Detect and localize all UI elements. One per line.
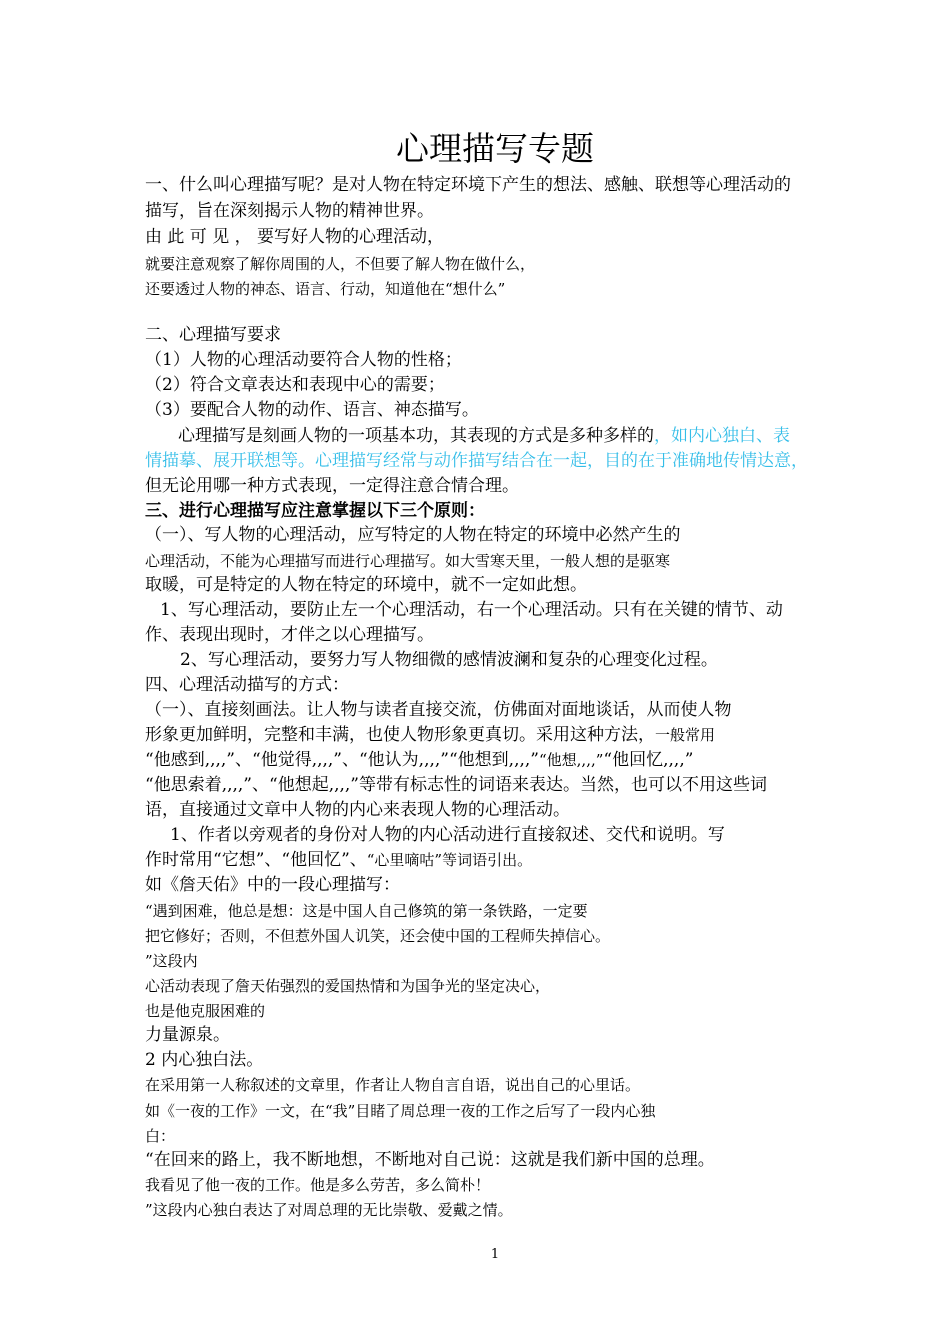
document-title: 心理描写专题	[396, 129, 594, 168]
quote-line: “在回来的路上，我不断地想，不断地对自己说：这就是我们新中国的总理。	[145, 1150, 715, 1170]
paragraph-line	[145, 749, 693, 771]
list-item: （1）人物的心理活动要符合人物的性格；	[145, 350, 462, 370]
text-line: 1、作者以旁观者的身份对人物的内心活动进行直接叙述、交代和说明。写	[170, 825, 725, 845]
text-line: ”这段内心独白表达了对周总理的无比崇敬、爱戴之情。	[145, 1201, 513, 1219]
text-line: 一、什么叫心理描写呢？是对人物在特定环境下产生的想法、感触、联想等心理活动的	[145, 175, 791, 195]
text-line: 也是他克服困难的	[145, 1002, 266, 1020]
text-line: 力量源泉。	[145, 1025, 230, 1045]
text-line: “他思索着,,,,”、“他想起,,,,”等带有标志性的词语来表达。当然，也可以不用这些词	[145, 775, 767, 795]
quote-line: “遇到困难，他总是想：这是中国人自己修筑的第一条铁路，一定要	[145, 902, 588, 920]
section-heading: 三、进行心理描写应注意掌握以下三个原则：	[145, 501, 485, 521]
plain-text: “他回忆,,,,”	[603, 750, 694, 770]
list-item: （3）要配合人物的动作、语言、神态描写。	[145, 400, 479, 420]
text-line: 2 内心独白法。	[145, 1050, 264, 1070]
text-line: 1、写心理活动，要防止左一个心理活动，右一个心理活动。只有在关键的情节、动	[160, 600, 783, 620]
paragraph-line	[178, 425, 790, 447]
highlighted-text: ，如内心独白、表	[654, 426, 790, 446]
text-line: （一）、直接刻画法。让人物与读者直接交流，仿佛面对面地谈话，从而使人物	[145, 700, 732, 720]
plain-text: “他感到,,,,”、“他觉得,,,,”、“他认为,,,,”“他想到,,,,”	[145, 750, 539, 770]
quote-line: ”这段内	[145, 952, 198, 970]
text-line: 如《詹天佑》中的一段心理描写：	[145, 875, 400, 895]
small-text: “心里嘀咕”等词语引出。	[366, 851, 533, 869]
plain-text: 形象更加鲜明，完整和丰满，也使人物形象更真切。采用这种方法，	[145, 725, 655, 745]
text-line: 在采用第一人称叙述的文章里，作者让人物自言自语，说出自己的心里话。	[145, 1076, 641, 1094]
text-line: 心活动表现了詹天佑强烈的爱国热情和为国争光的坚定决心，	[145, 977, 551, 995]
page-number: 1	[490, 1247, 500, 1262]
list-item: （2）符合文章表达和表现中心的需要；	[145, 375, 445, 395]
text-line: 如《一夜的工作》一文，在“我”目睹了周总理一夜的工作之后写了一段内心独	[145, 1102, 656, 1120]
text-line: 语，直接通过文章中人物的内心来表现人物的心理活动。	[145, 800, 570, 820]
text-line: 还要透过人物的神态、语言、行动，知道他在“想什么”	[145, 280, 506, 298]
quote-line: 我看见了他一夜的工作。他是多么劳苦，多么简朴！	[145, 1176, 491, 1194]
text-line: 描写，旨在深刻揭示人物的精神世界。	[145, 201, 434, 221]
paragraph-line	[145, 849, 532, 871]
highlighted-line: 情描摹、展开联想等。心理描写经常与动作描写结合在一起，目的在于准确地传情达意，	[145, 451, 808, 471]
plain-text: 心理描写是刻画人物的一项基本功，其表现的方式是多种多样的	[178, 426, 654, 446]
text-line: 但无论用哪一种方式表现，一定得注意合情合理。	[145, 476, 519, 496]
text-line: （一）、写人物的心理活动，应写特定的人物在特定的环境中必然产生的	[145, 525, 681, 545]
text-line: 2、写心理活动，要努力写人物细微的感情波澜和复杂的心理变化过程。	[180, 650, 718, 670]
text-line: 作、表现出现时，才伴之以心理描写。	[145, 625, 434, 645]
small-text: “他想,,,,”	[539, 751, 604, 769]
text-line: 白：	[145, 1127, 176, 1145]
quote-line: 把它修好；否则，不但惹外国人讥笑，还会使中国的工程师失掉信心。	[145, 927, 611, 945]
section-heading: 四、心理活动描写的方式：	[145, 675, 349, 695]
plain-text: 作时常用“它想”、“他回忆”、	[145, 850, 367, 870]
text-line: 就要注意观察了解你周围的人，不但要了解人物在做什么，	[145, 255, 536, 273]
text-line: 心理活动，不能为心理描写而进行心理描写。如大雪寒天里，一般人想的是驱寒	[145, 552, 671, 570]
small-text: 一般常用	[655, 726, 716, 744]
paragraph-line	[145, 724, 715, 746]
text-line: 取暖，可是特定的人物在特定的环境中，就不一定如此想。	[145, 575, 587, 595]
text-line: 由 此 可 见 ， 要写好人物的心理活动，	[145, 227, 445, 247]
section-heading: 二、心理描写要求	[145, 325, 281, 345]
